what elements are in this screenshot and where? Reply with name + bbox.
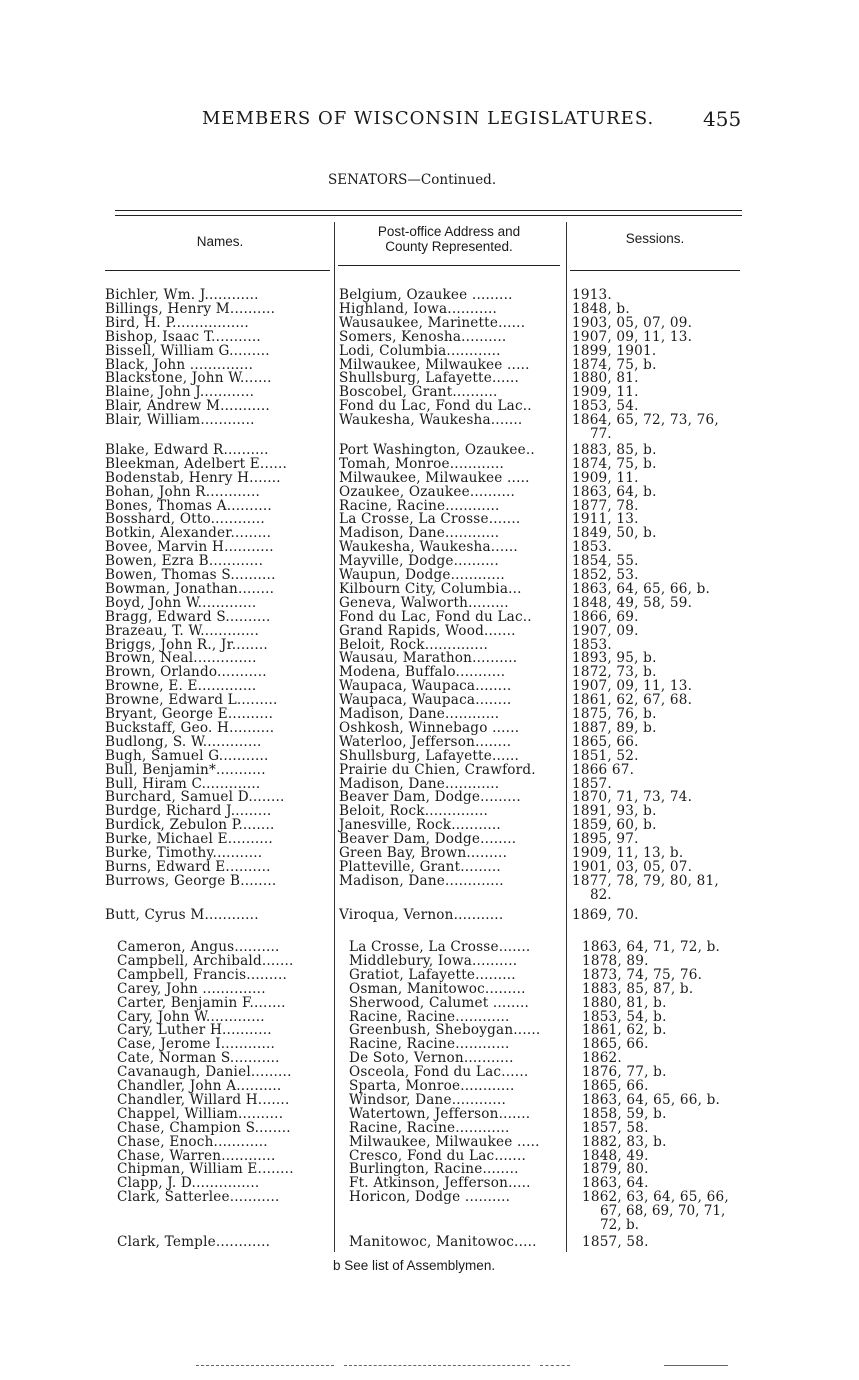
senator-name: Bowman, Jonathan........	[105, 580, 275, 597]
senator-sessions: 1862, 63, 64, 65, 66,	[582, 1189, 729, 1206]
senator-name: Carter, Benjamin F........	[117, 994, 286, 1011]
senator-sessions: 1857.	[572, 775, 612, 792]
senator-address: Somers, Kenosha..........	[339, 328, 507, 345]
senator-sessions: 1895, 97.	[572, 831, 639, 848]
senator-address: Middlebury, Iowa..........	[349, 952, 518, 969]
senator-name: Blair, Andrew M...........	[105, 398, 270, 415]
senator-sessions: 1851, 52.	[572, 747, 639, 764]
senator-sessions: 1901, 03, 05, 07.	[572, 858, 693, 875]
senator-name: Boyd, John W.............	[105, 594, 257, 611]
senator-address: Sherwood, Calumet ........	[349, 994, 530, 1011]
sessions-header-rule	[570, 270, 740, 271]
senator-sessions: 1853.	[572, 539, 612, 556]
senator-sessions: 1854, 55.	[572, 553, 639, 570]
senator-name: Burdge, Richard J.........	[105, 803, 272, 820]
column-header-address-line1: Post-office Address and	[377, 224, 521, 239]
senator-name: Bragg, Edward S..........	[105, 608, 271, 625]
senator-address: Green Bay, Brown.........	[339, 845, 508, 861]
page-number: 455	[703, 107, 742, 131]
senator-address: Osceola, Fond du Lac......	[349, 1064, 529, 1081]
bottom-rule-1	[196, 1365, 334, 1366]
senator-sessions: 1878, 89.	[582, 952, 649, 969]
senator-sessions-continued: 72, b.	[600, 1217, 639, 1233]
senator-name: Bird, H. P.................	[105, 314, 249, 331]
senator-address: Osman, Manitowoc.........	[349, 980, 526, 997]
senator-sessions: 1866, 69.	[572, 608, 639, 625]
senator-name: Blaine, John J............	[105, 384, 255, 401]
senator-name: Clapp, J. D...............	[117, 1175, 260, 1192]
senator-address: Watertown, Jefferson.......	[349, 1105, 531, 1122]
senator-name: Blackstone, John W.......	[105, 370, 272, 387]
senator-sessions: 1883, 85, 87, b.	[582, 980, 694, 997]
senator-name: Carey, John ..............	[117, 980, 266, 997]
senator-address: Racine, Racine............	[349, 1036, 510, 1053]
senator-address: Milwaukee, Milwaukee .....	[339, 356, 530, 373]
senator-name: Bleekman, Adelbert E......	[105, 455, 288, 472]
senator-name: Chappel, William..........	[117, 1105, 284, 1122]
senator-sessions: 1870, 71, 73, 74.	[572, 789, 693, 806]
senator-name: Burns, Edward E..........	[105, 858, 271, 875]
senator-name: Briggs, John R., Jr........	[105, 636, 268, 653]
senator-sessions: 1861, 62, 67, 68.	[572, 692, 693, 709]
senator-sessions: 1893, 95, b.	[572, 650, 657, 667]
senator-sessions: 1907, 09.	[572, 622, 639, 639]
senator-name: Bosshard, Otto............	[105, 511, 265, 528]
senator-address: Ft. Atkinson, Jefferson.....	[349, 1175, 531, 1192]
senator-address: Madison, Dane............	[339, 706, 500, 722]
senator-sessions: 1880, 81.	[572, 370, 639, 387]
senator-name: Butt, Cyrus M............	[105, 906, 259, 923]
senator-name: Bodenstab, Henry H.......	[105, 469, 281, 486]
senator-address: Waukesha, Waukesha......	[339, 539, 518, 556]
senator-sessions: 1907, 09, 11, 13.	[572, 328, 693, 345]
senator-name: Clark, Satterlee...........	[117, 1189, 280, 1206]
senator-sessions-continued: 77.	[590, 426, 612, 442]
senator-name: Brazeau, T. W.............	[105, 622, 259, 639]
senator-address: Geneva, Walworth.........	[339, 594, 509, 611]
senator-address: Fond du Lac, Fond du Lac..	[339, 398, 532, 415]
senator-sessions: 1911, 13.	[572, 511, 639, 528]
senator-sessions: 1848, 49, 58, 59.	[572, 594, 693, 611]
senator-sessions: 1887, 89, b.	[572, 719, 657, 736]
senator-sessions: 1863, 64, 65, 66, b.	[582, 1091, 721, 1108]
senator-sessions: 1861, 62, b.	[582, 1022, 667, 1039]
senator-name: Buckstaff, Geo. H..........	[105, 719, 275, 736]
table-top-rule	[115, 210, 742, 211]
senator-address: Oshkosh, Winnebago ......	[339, 719, 520, 736]
senator-sessions: 1848, b.	[572, 300, 630, 317]
senator-sessions: 1863, 64.	[582, 1175, 649, 1192]
senator-sessions: 1877, 78.	[572, 497, 639, 514]
senator-address: Beaver Dam, Dodge........	[339, 831, 517, 848]
column-divider-1	[334, 222, 335, 1252]
address-header-rule	[338, 265, 560, 266]
senator-address: Cresco, Fond du Lac.......	[349, 1147, 526, 1164]
senator-sessions: 1853, 54.	[572, 398, 639, 415]
senator-sessions: 1909, 11.	[572, 469, 639, 486]
senator-name: Brown, Neal..............	[105, 650, 257, 667]
senator-address: Waupaca, Waupaca........	[339, 692, 512, 709]
senator-sessions: 1853, 54, b.	[582, 1008, 667, 1025]
senator-address: Wausau, Marathon..........	[339, 650, 518, 667]
bottom-rule-2	[344, 1365, 530, 1366]
senator-address: Janesville, Rock...........	[339, 817, 501, 834]
senator-name: Bovee, Marvin H...........	[105, 539, 274, 556]
senator-name: Case, Jerome I............	[117, 1036, 276, 1053]
senator-name: Browne, E. E.............	[105, 678, 257, 695]
senator-name: Bones, Thomas A..........	[105, 497, 272, 514]
senator-address: Belgium, Ozaukee .........	[339, 287, 513, 303]
senator-name: Botkin, Alexander.........	[105, 525, 272, 542]
senator-sessions: 1863, 64, b.	[572, 483, 657, 500]
senator-sessions: 1877, 78, 79, 80, 81,	[572, 872, 719, 889]
senator-address: Racine, Racine............	[349, 1008, 510, 1025]
senator-address: Sparta, Monroe............	[349, 1078, 515, 1094]
senator-sessions: 1873, 74, 75, 76.	[582, 966, 703, 983]
senator-name: Cary, Luther H...........	[117, 1022, 272, 1039]
senator-address: Grand Rapids, Wood.......	[339, 622, 516, 639]
senator-name: Bohan, John R............	[105, 483, 260, 500]
senator-address: Beloit, Rock..............	[339, 636, 488, 653]
senator-sessions: 1907, 09, 11, 13.	[572, 678, 693, 695]
senator-sessions: 1913.	[572, 287, 612, 303]
senator-sessions: 1853.	[572, 636, 612, 653]
senator-sessions: 1857, 58.	[582, 1119, 649, 1136]
senator-name: Blake, Edward R..........	[105, 441, 269, 458]
senator-sessions: 1857, 58.	[582, 1233, 649, 1250]
senator-address: Beloit, Rock..............	[339, 803, 488, 820]
senator-sessions-continued: 82.	[590, 886, 612, 903]
senator-address: De Soto, Vernon...........	[349, 1050, 514, 1067]
senator-sessions: 1872, 73, b.	[572, 664, 657, 681]
senator-sessions: 1875, 76, b.	[572, 706, 657, 722]
senator-address: Gratiot, Lafayette.........	[349, 966, 516, 983]
senator-sessions: 1879, 80.	[582, 1161, 649, 1178]
senator-name: Bishop, Isaac T...........	[105, 328, 261, 345]
senator-sessions: 1909, 11.	[572, 384, 639, 401]
bottom-rule-4	[664, 1365, 728, 1366]
senator-name: Burke, Michael E..........	[105, 831, 273, 848]
senator-sessions: 1891, 93, b.	[572, 803, 657, 820]
page-header-title: MEMBERS OF WISCONSIN LEGISLATURES.	[202, 108, 655, 129]
bottom-rule-3	[540, 1365, 570, 1366]
section-title: SENATORS—Continued.	[328, 172, 497, 188]
senator-name: Blair, William............	[105, 412, 255, 429]
senator-sessions: 1852, 53.	[572, 567, 639, 583]
senator-name: Bichler, Wm. J............	[105, 287, 259, 303]
senator-address: Madison, Dane............	[339, 525, 500, 542]
names-header-rule	[105, 270, 330, 271]
senator-sessions-continued: 67, 68, 69, 70, 71,	[600, 1203, 726, 1220]
senator-sessions: 1862.	[582, 1050, 622, 1067]
senator-name: Bowen, Ezra B............	[105, 553, 264, 570]
senator-name: Burke, Timothy...........	[105, 845, 263, 861]
senator-sessions: 1903, 05, 07, 09.	[572, 314, 693, 331]
senator-address: Waukesha, Waukesha.......	[339, 412, 523, 429]
senator-address: Manitowoc, Manitowoc.....	[349, 1233, 537, 1250]
senator-sessions: 1865, 66.	[582, 1036, 649, 1053]
senator-name: Campbell, Archibald.......	[117, 952, 294, 969]
senator-address: La Crosse, La Crosse.......	[349, 939, 531, 955]
senator-address: Viroqua, Vernon...........	[339, 906, 504, 923]
senator-sessions: 1859, 60, b.	[572, 817, 657, 834]
senator-sessions: 1848, 49.	[582, 1147, 649, 1164]
senator-name: Chipman, William E........	[117, 1161, 294, 1178]
senator-name: Bugh, Samuel G...........	[105, 747, 269, 764]
senator-name: Budlong, S. W.............	[105, 733, 262, 750]
senator-address: Modena, Buffalo...........	[339, 664, 506, 681]
senator-name: Clark, Temple............	[117, 1233, 271, 1250]
senator-sessions: 1874, 75, b.	[572, 455, 657, 472]
senator-address: Beaver Dam, Dodge.........	[339, 789, 521, 806]
senator-address: Kilbourn City, Columbia...	[339, 580, 522, 597]
senator-address: Wausaukee, Marinette......	[339, 314, 526, 331]
senator-sessions: 1865, 66.	[582, 1078, 649, 1094]
senator-address: Waupaca, Waupaca........	[339, 678, 512, 695]
senator-name: Chase, Enoch............	[117, 1133, 268, 1150]
senator-name: Chandler, John A..........	[117, 1078, 282, 1094]
senator-address: Fond du Lac, Fond du Lac..	[339, 608, 532, 625]
senator-name: Brown, Orlando...........	[105, 664, 267, 681]
senator-address: Racine, Racine............	[339, 497, 500, 514]
senator-sessions: 1863, 64, 65, 66, b.	[572, 580, 711, 597]
senator-name: Black, John ..............	[105, 356, 254, 373]
senator-sessions: 1880, 81, b.	[582, 994, 667, 1011]
column-header-address	[336, 224, 562, 254]
senator-name: Burchard, Samuel D........	[105, 789, 285, 806]
senator-address: Horicon, Dodge ..........	[349, 1189, 511, 1206]
senator-name: Campbell, Francis.........	[117, 966, 287, 983]
senator-address: Lodi, Columbia............	[339, 342, 501, 359]
senator-sessions: 1869, 70.	[572, 906, 639, 923]
senator-name: Cary, John W.............	[117, 1008, 265, 1025]
senator-address: Waupun, Dodge............	[339, 567, 505, 583]
senator-name: Bull, Benjamin*...........	[105, 761, 266, 778]
senator-address: Milwaukee, Milwaukee .....	[349, 1133, 540, 1150]
senator-address: Mayville, Dodge..........	[339, 553, 499, 570]
senator-address: Madison, Dane............	[339, 775, 500, 792]
senator-address: Prairie du Chien, Crawford.	[339, 761, 536, 778]
senator-name: Cate, Norman S...........	[117, 1050, 280, 1067]
senator-name: Browne, Edward L.........	[105, 692, 278, 709]
senator-name: Bryant, George E..........	[105, 706, 274, 722]
senator-address: Tomah, Monroe............	[339, 455, 505, 472]
senator-address: Racine, Racine............	[349, 1119, 510, 1136]
senator-address: Waterloo, Jefferson........	[339, 733, 512, 750]
senator-address: Shullsburg, Lafayette......	[339, 370, 520, 387]
senator-sessions: 1874, 75, b.	[572, 356, 657, 373]
senator-name: Billings, Henry M..........	[105, 300, 276, 317]
senator-sessions: 1866 67.	[572, 761, 635, 778]
footnote: b See list of Assemblymen.	[333, 1258, 496, 1273]
senator-sessions: 1899, 1901.	[572, 342, 657, 359]
senator-name: Burrows, George B........	[105, 872, 277, 889]
senator-name: Cavanaugh, Daniel.........	[117, 1064, 292, 1081]
senator-name: Chase, Champion S........	[117, 1119, 291, 1136]
senator-address: Port Washington, Ozaukee..	[339, 441, 535, 458]
senator-address: Shullsburg, Lafayette......	[339, 747, 520, 764]
senator-address: Greenbush, Sheboygan......	[349, 1022, 541, 1039]
senator-name: Bissell, William G.........	[105, 342, 270, 359]
senator-sessions: 1864, 65, 72, 73, 76,	[572, 412, 719, 429]
senator-name: Bowen, Thomas S..........	[105, 567, 276, 583]
column-header-names: Names.	[196, 234, 244, 249]
senator-address: Highland, Iowa...........	[339, 300, 498, 317]
senator-name: Chase, Warren............	[117, 1147, 276, 1164]
senator-sessions: 1882, 83, b.	[582, 1133, 667, 1150]
senator-sessions: 1849, 50, b.	[572, 525, 657, 542]
senator-address: Windsor, Dane............	[349, 1091, 506, 1108]
senator-address: La Crosse, La Crosse.......	[339, 511, 521, 528]
table-top-rule-2	[115, 215, 742, 216]
senator-name: Cameron, Angus..........	[117, 939, 280, 955]
senator-address: Ozaukee, Ozaukee..........	[339, 483, 516, 500]
senator-address: Boscobel, Grant..........	[339, 384, 498, 401]
senator-address: Madison, Dane.............	[339, 872, 504, 889]
senator-address: Burlington, Racine........	[349, 1161, 519, 1178]
senator-address: Platteville, Grant.........	[339, 858, 501, 875]
senator-sessions: 1909, 11, 13, b.	[572, 845, 684, 861]
column-header-address-line2: County Represented.	[385, 239, 513, 254]
senator-sessions: 1858, 59, b.	[582, 1105, 667, 1122]
senator-name: Burdick, Zebulon P........	[105, 817, 275, 834]
senator-sessions: 1883, 85, b.	[572, 441, 657, 458]
senator-name: Chandler, Willard H.......	[117, 1091, 290, 1108]
senator-name: Bull, Hiram C.............	[105, 775, 261, 792]
senator-sessions: 1863, 64, 71, 72, b.	[582, 939, 721, 955]
column-divider-2	[566, 222, 567, 1252]
column-header-sessions: Sessions.	[625, 231, 685, 246]
senator-sessions: 1876, 77, b.	[582, 1064, 667, 1081]
senator-sessions: 1865, 66.	[572, 733, 639, 750]
senator-address: Milwaukee, Milwaukee .....	[339, 469, 530, 486]
